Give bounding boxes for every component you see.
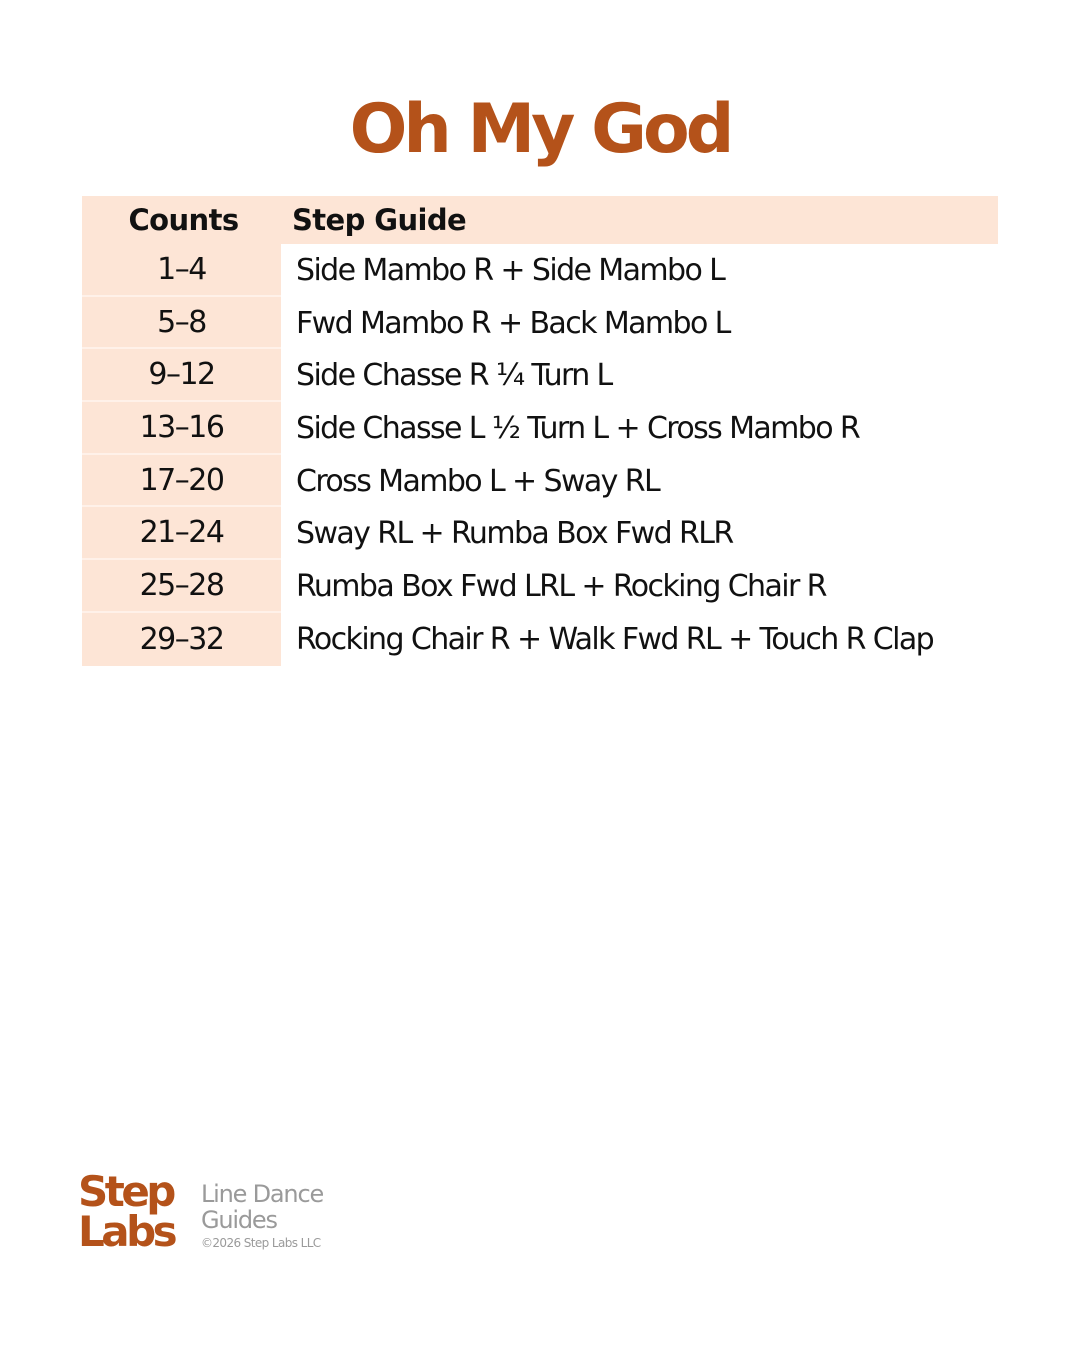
- row-step: Side Chasse L ½ Turn L + Cross Mambo R: [296, 410, 860, 446]
- row-step: Side Mambo R + Side Mambo L: [296, 252, 725, 288]
- header-counts: Counts: [82, 196, 283, 244]
- table-row: [82, 297, 998, 350]
- tagline-line: Line Dance: [201, 1180, 324, 1208]
- row-counts: 1–4: [82, 244, 281, 297]
- row-step: Fwd Mambo R + Back Mambo L: [296, 305, 730, 341]
- row-counts: 21–24: [82, 507, 281, 560]
- tagline-line: Guides: [201, 1206, 277, 1234]
- row-counts: 9–12: [82, 349, 281, 402]
- row-counts: 13–16: [82, 402, 281, 455]
- copyright-text: ©2026 Step Labs LLC: [201, 1236, 321, 1250]
- row-step: Rocking Chair R + Walk Fwd RL + Touch R Clap: [296, 621, 934, 657]
- table-header-row: [82, 196, 998, 244]
- row-step: Rumba Box Fwd LRL + Rocking Chair R: [296, 568, 826, 604]
- row-counts: 5–8: [82, 297, 281, 350]
- brand-tagline: [201, 1181, 323, 1233]
- row-counts: 29–32: [82, 613, 281, 666]
- table-row: [82, 455, 998, 508]
- row-counts: 17–20: [82, 455, 281, 508]
- table-row: [82, 507, 998, 560]
- table-row: [82, 402, 998, 455]
- brand-logo-line: Step: [78, 1167, 173, 1216]
- table-row: [82, 560, 998, 613]
- page-title: Oh My God: [349, 90, 731, 169]
- table-row: [82, 349, 998, 402]
- table-row: [82, 244, 998, 297]
- brand-logo-line: Labs: [78, 1207, 175, 1256]
- row-step: Side Chasse R ¼ Turn L: [296, 358, 612, 394]
- table-row: [82, 613, 998, 666]
- row-step: Sway RL + Rumba Box Fwd RLR: [296, 516, 733, 552]
- row-counts: 25–28: [82, 560, 281, 613]
- brand-logo: [78, 1167, 175, 1256]
- row-step: Cross Mambo L + Sway RL: [296, 463, 660, 499]
- header-step-guide: Step Guide: [292, 203, 467, 237]
- step-table: [82, 196, 998, 666]
